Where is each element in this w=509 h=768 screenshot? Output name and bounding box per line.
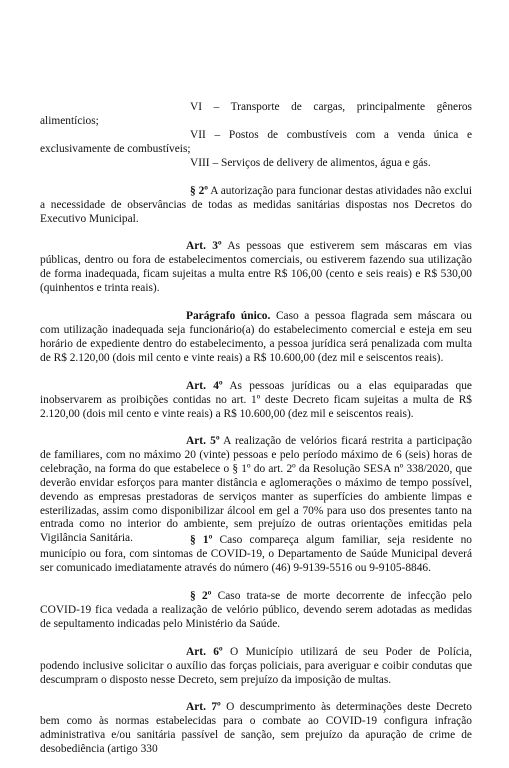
item-vi-text: VI – Transporte de cargas, principalmente gêneros [190,101,472,113]
article-4-label: Art. 4º [186,380,223,392]
article-6 [40,646,472,688]
paragraph-2 [40,185,472,227]
paragraph-unico-label: Parágrafo único. [186,310,271,322]
article-5-paragraph-2-text: Caso trata-se de morte decorrente de infecção pelo COVID-19 fica vedada a realização de velório público, devendo serem adotadas as medidas de sepultamento indicadas pelo Ministério da Saúde. [40,590,472,630]
article-5 [40,435,472,546]
item-vii-cont [40,143,472,157]
article-5-label: Art. 5º [186,435,220,447]
article-5-paragraph-2 [40,590,472,632]
article-7 [40,701,472,757]
article-3-text: As pessoas que estiverem sem máscaras em vias públicas, dentro ou fora de estabelecimentos comerciais, ou estiverem fazendo sua utilização de forma inadequada, ficam sujeitas a multa entre R$ 106,00 (cento e seis reais) e R$ 530,00 (quinhentos e trinta reais). [40,240,472,294]
article-3-label: Art. 3º [186,240,222,252]
article-4 [40,380,472,422]
item-vii [40,129,472,143]
paragraph-unico-text: Caso a pessoa flagrada sem máscara ou com utilização inadequada seja funcionário(a) do estabelecimento comercial e esteja em seu horário de expediente dentro do estabelecimento, a pessoa jurídica será penalizada com multa de R$ 2.120,00 (dois mil cento e vinte reais) a R$ 10.600,00 (dez mil e seiscentos reais). [40,310,472,364]
article-7-label: Art. 7º [186,701,221,713]
paragraph-2-text: A autorização para funcionar destas atividades não exclui a necessidade de observâncias de todas as medidas sanitárias dispostas nos Decretos do Executivo Municipal. [40,185,473,225]
item-vii-text: VII – Postos de combustíveis com a venda única e [190,129,472,141]
item-viii [40,157,472,171]
article-6-label: Art. 6º [186,646,223,658]
item-vii-cont-text: exclusivamente de combustíveis; [40,143,191,155]
article-5-paragraph-1-text: Caso compareça algum familiar, seja residente no município ou fora, com sintomas de COVID-19, o Departamento de Saúde Municipal deverá ser comunicado imediatamente através do número (46) 9-9139-5516 ou 9-9105-8846. [40,534,472,574]
item-vi-cont-text: alimentícios; [40,115,99,127]
article-5-paragraph-2-label: § 2º [190,590,212,602]
item-vi-cont [40,115,472,129]
article-7-text: O descumprimento às determinações deste Decreto bem como às normas estabelecidas para o combate ao COVID-19 configura infração administrativa e/ou sanitária passível de sanção, sem prejuízo da apuração de crime de desobediência (artigo 330 [40,701,472,755]
article-5-text: A realização de velórios ficará restrita a participação de familiares, com no máximo 20 (vinte) pessoas e pelo período máximo de 6 (seis) horas de celebração, na forma do que estabelece o § 1º do art. 2º da Resolução SESA nº 338/2020, que deverão envidar esforços para manter distância e aglomerações o máximo de tempo possível, devendo as empresas prestadoras de serviços manter as superfícies do ambiente limpas e esterilizadas, assim como disponibilizar álcool em gel a 70% para uso dos presentes tanto na entrada como no interior do ambiente, sem prejuízo de outras orientações emitidas pela Vigilância Sanitária. [40,435,472,545]
article-4-text: As pessoas jurídicas ou a elas equiparadas que inobservarem as proibições contidas no art. 1º deste Decreto ficam sujeitas a multa de R$ 2.120,00 (dois mil cento e vinte reais) a R$ 10.600,00 (dez mil e seiscentos reais). [40,380,472,420]
item-viii-text: VIII – Serviços de delivery de alimentos, água e gás. [190,157,431,169]
article-5-paragraph-1 [40,534,472,576]
article-3 [40,240,472,296]
paragraph-unico [40,310,472,366]
item-vi [40,101,472,115]
article-6-text: O Município utilizará de seu Poder de Polícia, podendo inclusive solicitar o auxílio das forças policiais, para averiguar e coibir condutas que descumpram o disposto nesse Decreto, sem prejuízo da imposição de multas. [40,646,472,686]
paragraph-2-label: § 2º [190,185,209,197]
article-5-paragraph-1-label: § 1º [190,534,213,546]
